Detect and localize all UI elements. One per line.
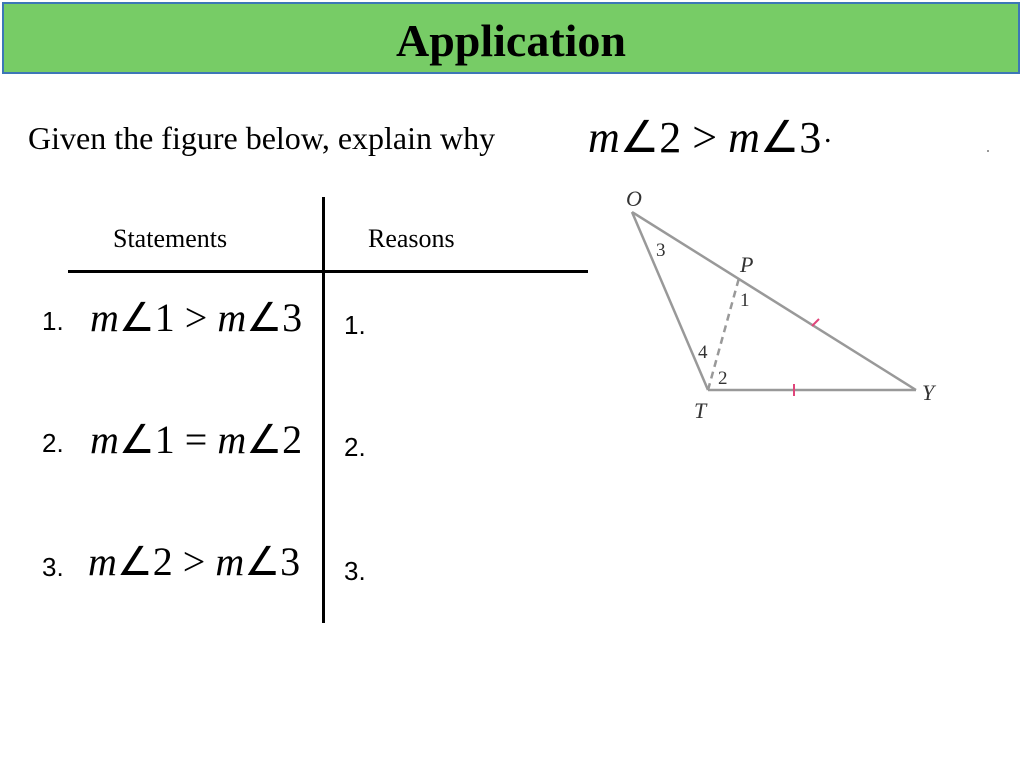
angle-number: 2 (659, 113, 682, 162)
period: . (824, 116, 832, 149)
measure-symbol: m (217, 417, 247, 462)
reasons-header: Reasons (368, 224, 455, 253)
angle-number: 2 (152, 539, 173, 584)
measure-symbol: m (90, 417, 119, 462)
angle-4-label: 4 (698, 342, 708, 363)
angle-symbol: ∠ (116, 539, 153, 584)
angle-symbol: ∠ (246, 295, 283, 340)
reason-2: 2. (344, 432, 366, 462)
angle-number: 1 (154, 417, 175, 462)
measure-symbol: m (728, 113, 760, 162)
measure-symbol: m (588, 113, 620, 162)
row-number: 2. (42, 428, 64, 458)
statement-3 (88, 538, 300, 585)
measure-symbol: m (217, 295, 247, 340)
vertex-P-label: P (740, 252, 754, 277)
vertex-Y-label: Y (922, 380, 935, 405)
row-number: 3. (42, 552, 64, 582)
table-horizontal-rule (68, 270, 588, 273)
angle-symbol: ∠ (118, 295, 155, 340)
triangle-figure (600, 184, 960, 434)
statement-2 (90, 416, 302, 463)
prompt-text: Given the figure below, explain why (28, 120, 496, 156)
operator: = (184, 417, 208, 462)
angle-number: 3 (799, 113, 822, 162)
angle-2-label: 2 (718, 368, 728, 389)
vertex-T-label: T (694, 398, 707, 423)
angle-symbol: ∠ (246, 417, 283, 462)
angle-symbol: ∠ (118, 417, 155, 462)
artifact-dot (987, 150, 989, 152)
operator: > (182, 539, 206, 584)
angle-1-label: 1 (740, 290, 750, 311)
reason-3: 3. (344, 556, 366, 586)
row-number: 1. (42, 306, 64, 336)
angle-number: 3 (282, 295, 303, 340)
measure-symbol: m (88, 539, 117, 584)
angle-number: 1 (154, 295, 175, 340)
angle-number: 3 (280, 539, 301, 584)
given-expression (588, 112, 821, 163)
angle-symbol: ∠ (759, 113, 800, 162)
tick-mark-PY (812, 319, 819, 326)
statement-1 (90, 294, 302, 341)
table-vertical-rule (322, 197, 325, 623)
segment-OY (632, 212, 916, 390)
angle-symbol: ∠ (244, 539, 281, 584)
segment-OT (632, 212, 708, 390)
angle-3-label: 3 (656, 240, 666, 261)
reason-1: 1. (344, 310, 366, 340)
operator: > (184, 295, 208, 340)
statements-header: Statements (113, 224, 228, 253)
angle-symbol: ∠ (619, 113, 660, 162)
measure-symbol: m (215, 539, 245, 584)
measure-symbol: m (90, 295, 119, 340)
vertex-O-label: O (626, 186, 642, 211)
slide-title: Application (395, 15, 627, 66)
title-bar (2, 2, 1020, 74)
operator: > (692, 113, 718, 162)
angle-number: 2 (282, 417, 303, 462)
